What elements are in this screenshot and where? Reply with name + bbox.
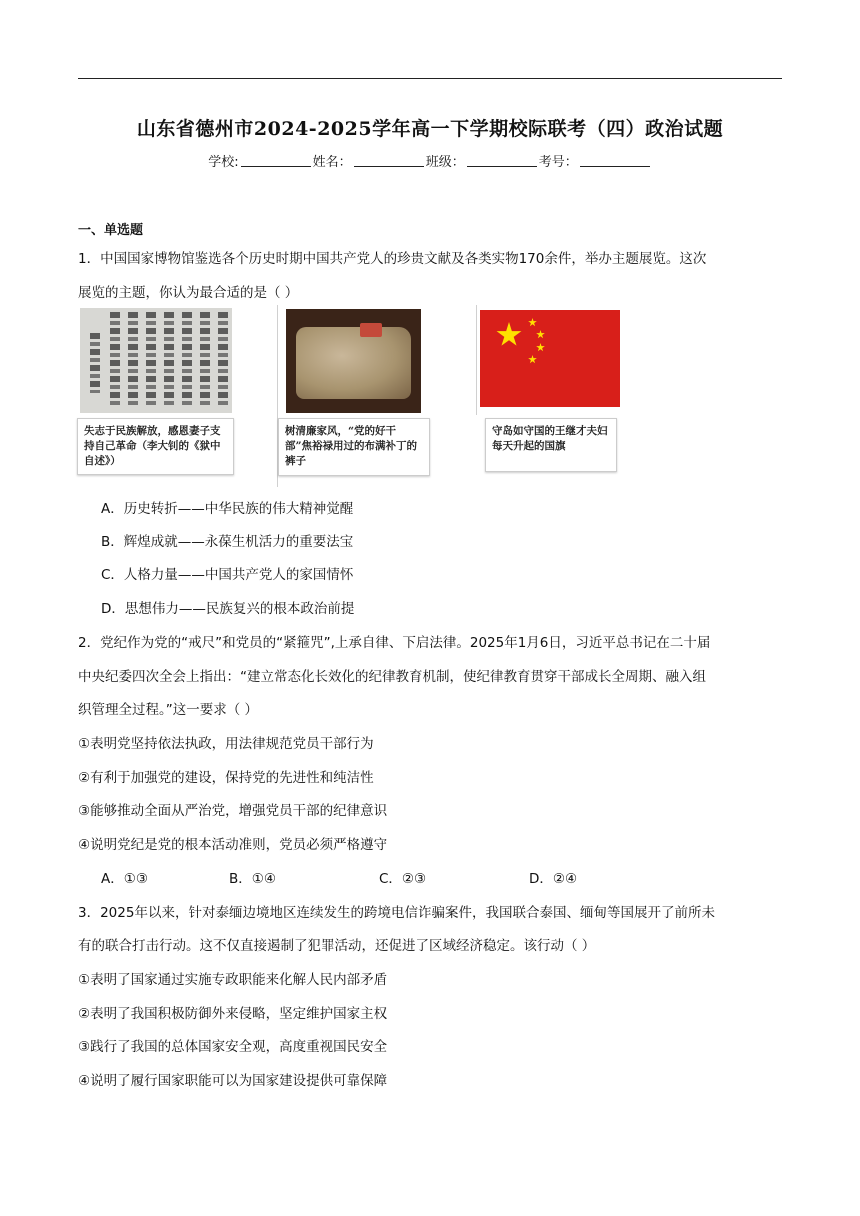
exam-no-label: 考号： (538, 155, 578, 170)
exam-no-blank[interactable] (580, 154, 650, 167)
flag-big-star-icon (496, 322, 522, 348)
patched-trousers-photo (286, 309, 421, 413)
q3-stem-line-1: 3．2025年以来，针对泰缅边境地区连续发生的跨境电信诈骗案件，我国联合泰国、缅甸等国展开了前所未 (78, 905, 715, 921)
q3-stem-line-2: 有的联合打击行动。这不仅直接遏制了犯罪活动，还促进了区域经济稳定。该行动（ ） (78, 938, 596, 954)
q2-statement-2: ②有利于加强党的建设，保持党的先进性和纯洁性 (78, 770, 374, 786)
fig2-caption: 树清廉家风，“党的好干部”焦裕禄用过的布满补丁的裤子 (278, 418, 430, 476)
name-blank[interactable] (354, 154, 424, 167)
q2-stem-line-3: 织管理全过程。”这一要求（ ） (78, 702, 259, 718)
q3-statement-3: ③践行了我国的总体国家安全观，高度重视国民安全 (78, 1039, 388, 1055)
name-label: 姓名： (312, 155, 352, 170)
q2-statement-4: ④说明党纪是党的根本活动准则，党员必须严格遵守 (78, 837, 388, 853)
school-label: 学校: (208, 155, 239, 170)
flag-small-star-icon (536, 330, 545, 339)
q2-answer-d[interactable]: D．②④ (529, 871, 578, 887)
q2-answer-a[interactable]: A．①③ (101, 871, 148, 887)
student-info-line (0, 151, 860, 170)
q1-option-d[interactable]: D．思想伟力——民族复兴的根本政治前提 (101, 601, 355, 617)
flag-small-star-icon (528, 318, 537, 327)
q3-statement-4: ④说明了履行国家职能可以为国家建设提供可靠保障 (78, 1073, 388, 1089)
class-blank[interactable] (467, 154, 537, 167)
fig3-caption: 守岛如守国的王继才夫妇每天升起的国旗 (485, 418, 617, 472)
q2-answer-b[interactable]: B．①④ (229, 871, 276, 887)
q1-stem-line-2: 展览的主题，你认为最合适的是（ ） (78, 285, 299, 301)
header-rule (78, 78, 782, 79)
q1-option-a[interactable]: A．历史转折——中华民族的伟大精神觉醒 (101, 501, 354, 517)
section-title: 一、单选题 (78, 223, 144, 238)
q2-stem-line-2: 中央纪委四次全会上指出：“建立常态化长效化的纪律教育机制，使纪律教育贯穿干部成长全周期、融入组 (78, 669, 706, 685)
class-label: 班级： (425, 155, 465, 170)
school-blank[interactable] (241, 154, 311, 167)
q2-answer-c[interactable]: C．②③ (379, 871, 427, 887)
manuscript-photo (80, 308, 232, 413)
q1-option-c[interactable]: C．人格力量——中国共产党人的家国情怀 (101, 567, 354, 583)
flag-small-star-icon (536, 343, 545, 352)
q3-statement-1: ①表明了国家通过实施专政职能来化解人民内部矛盾 (78, 972, 388, 988)
q2-statement-1: ①表明党坚持依法执政，用法律规范党员干部行为 (78, 736, 374, 752)
q1-stem-line-1: 1．中国国家博物馆鉴选各个历史时期中国共产党人的珍贵文献及各类实物170余件，举办主题展览。这次 (78, 251, 707, 267)
flag-small-star-icon (528, 355, 537, 364)
national-flag-photo (480, 310, 620, 407)
q3-statement-2: ②表明了我国积极防御外来侵略，坚定维护国家主权 (78, 1006, 388, 1022)
q1-option-b[interactable]: B．辉煌成就——永葆生机活力的重要法宝 (101, 534, 354, 550)
q2-stem-line-1: 2．党纪作为党的“戒尺”和党员的“紧箍咒”,上承自律、下启法律。2025年1月6日，习近平总书记在二十届 (78, 635, 711, 651)
q2-statement-3: ③能够推动全面从严治党，增强党员干部的纪律意识 (78, 803, 388, 819)
page-title: 山东省德州市2024-2025学年高一下学期校际联考（四）政治试题 (136, 118, 724, 140)
fig1-caption: 失志于民族解放，感恩妻子支持自己革命（李大钊的《狱中自述》） (77, 418, 234, 475)
